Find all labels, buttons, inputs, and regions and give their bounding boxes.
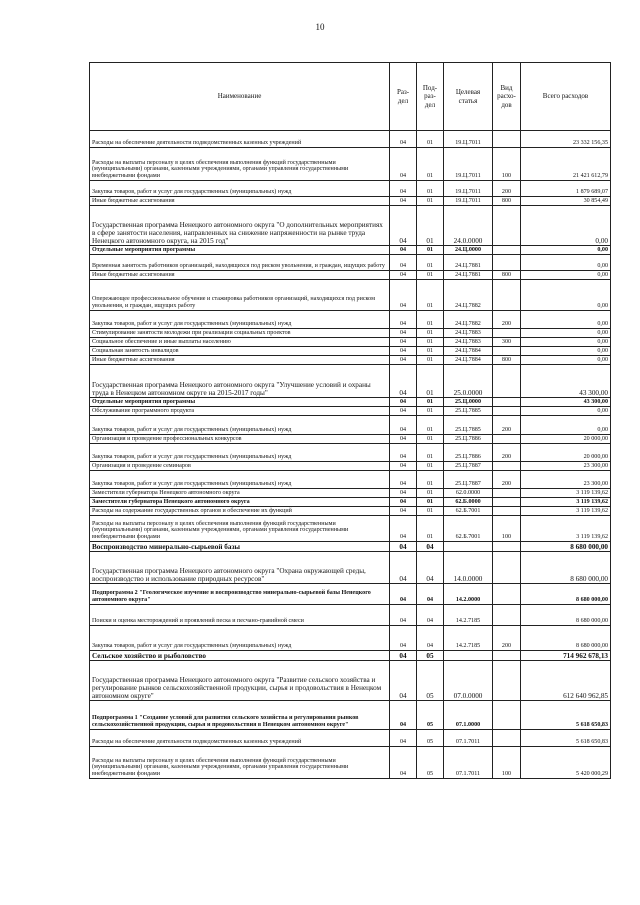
table-row [90, 661, 611, 701]
row-razdel: 04 [390, 584, 417, 605]
row-podrazdel: 01 [417, 347, 444, 356]
row-podrazdel: 01 [417, 507, 444, 516]
row-target-article: 07.1.0000 [444, 701, 493, 730]
row-target-article: 07.0.0000 [444, 661, 493, 701]
row-expense-type [493, 280, 521, 311]
row-razdel: 04 [390, 651, 417, 661]
row-podrazdel: 01 [417, 280, 444, 311]
row-razdel: 04 [390, 246, 417, 255]
row-expense-type: 200 [493, 626, 521, 651]
row-razdel: 04 [390, 131, 417, 148]
table-row [90, 271, 611, 280]
row-total: 5 420 000,29 [521, 747, 611, 779]
row-expense-type [493, 701, 521, 730]
row-total: 23 300,00 [521, 462, 611, 471]
row-target-article: 25.0.0000 [444, 365, 493, 398]
table-row [90, 148, 611, 181]
page-number: 10 [315, 22, 325, 32]
row-total: 23 332 156,35 [521, 131, 611, 148]
row-razdel: 04 [390, 462, 417, 471]
table-row [90, 435, 611, 444]
row-name: Иные бюджетные ассигнования [90, 271, 390, 280]
row-podrazdel: 04 [417, 552, 444, 584]
row-name: Государственная программа Ненецкого автономного округа "Охрана окружающей среды, воспроизводство и использование природных ресурсов" [90, 552, 390, 584]
row-podrazdel: 04 [417, 605, 444, 626]
row-total: 8 680 000,00 [521, 552, 611, 584]
row-expense-type [493, 730, 521, 747]
row-target-article: 19.Ц.7011 [444, 131, 493, 148]
row-total: 0,00 [521, 356, 611, 365]
row-name: Организация и проведение профессиональных конкурсов [90, 435, 390, 444]
row-razdel: 04 [390, 516, 417, 542]
row-expense-type [493, 489, 521, 498]
table-row [90, 471, 611, 489]
row-target-article: 19.Ц.7011 [444, 181, 493, 197]
table-row [90, 701, 611, 730]
row-target-article: 62.Б.7001 [444, 516, 493, 542]
row-target-article: 24.Ц.7882 [444, 311, 493, 329]
row-podrazdel: 01 [417, 338, 444, 347]
row-total: 0,00 [521, 206, 611, 246]
table-header [90, 63, 611, 131]
row-total: 20 000,00 [521, 435, 611, 444]
row-total: 0,00 [521, 271, 611, 280]
row-name: Сельское хозяйство и рыболовство [90, 651, 390, 661]
row-name: Воспроизводство минерально-сырьевой базы [90, 542, 390, 552]
row-podrazdel: 01 [417, 398, 444, 407]
row-target-article: 25.Ц.7887 [444, 471, 493, 489]
row-razdel: 04 [390, 661, 417, 701]
row-razdel: 04 [390, 347, 417, 356]
row-expense-type [493, 246, 521, 255]
table-row [90, 329, 611, 338]
row-podrazdel: 04 [417, 584, 444, 605]
row-razdel: 04 [390, 605, 417, 626]
table-row [90, 651, 611, 661]
row-podrazdel: 01 [417, 516, 444, 542]
table-row [90, 280, 611, 311]
row-name: Отдельные мероприятия программы [90, 246, 390, 255]
row-razdel: 04 [390, 271, 417, 280]
row-total: 5 618 650,83 [521, 730, 611, 747]
row-target-article: 62.Б.0000 [444, 498, 493, 507]
row-name: Закупка товаров, работ и услуг для государственных (муниципальных) нужд [90, 311, 390, 329]
row-name: Опережающее профессиональное обучение и стажировка работников организаций, находящихся под риском увольнения, и граждан, ищущих работу [90, 280, 390, 311]
row-podrazdel: 01 [417, 356, 444, 365]
row-name: Подпрограмма 2 "Геологическое изучение и воспроизводство минерально-сырьевой базы Ненецкого автономного округа" [90, 584, 390, 605]
table-row [90, 197, 611, 206]
row-name: Закупка товаров, работ и услуг для государственных (муниципальных) нужд [90, 471, 390, 489]
row-expense-type: 300 [493, 338, 521, 347]
row-podrazdel: 01 [417, 444, 444, 462]
table-row [90, 730, 611, 747]
row-target-article: 25.Ц.7886 [444, 444, 493, 462]
row-podrazdel: 01 [417, 255, 444, 271]
row-expense-type [493, 329, 521, 338]
row-name: Заместители губернатора Ненецкого автономного округа [90, 498, 390, 507]
row-podrazdel: 05 [417, 747, 444, 779]
table-row [90, 365, 611, 398]
row-expense-type [493, 498, 521, 507]
row-name: Государственная программа Ненецкого автономного округа "Улучшение условий и охраны труда в Ненецком автономном округе на 2015-2017 годы" [90, 365, 390, 398]
row-expense-type [493, 542, 521, 552]
row-expense-type [493, 462, 521, 471]
row-podrazdel: 01 [417, 407, 444, 416]
table-row [90, 498, 611, 507]
row-total: 3 119 139,62 [521, 516, 611, 542]
row-expense-type: 100 [493, 148, 521, 181]
row-name: Временная занятость работников организаций, находящихся под риском увольнения, и граждан, ищущих работу [90, 255, 390, 271]
table-row [90, 552, 611, 584]
row-total: 714 962 678,13 [521, 651, 611, 661]
table-row [90, 542, 611, 552]
table-row [90, 747, 611, 779]
row-total: 30 854,49 [521, 197, 611, 206]
row-podrazdel: 01 [417, 329, 444, 338]
row-expense-type [493, 507, 521, 516]
row-target-article: 25.Ц.0000 [444, 398, 493, 407]
row-expense-type [493, 435, 521, 444]
row-name: Расходы на выплаты персоналу в целях обеспечения выполнения функций государственными (муниципальными) органами, казенными учреждениями, органами управления государственными внебюджетными фондами [90, 516, 390, 542]
row-razdel: 04 [390, 407, 417, 416]
row-expense-type [493, 661, 521, 701]
row-total: 0,00 [521, 255, 611, 271]
table-row [90, 489, 611, 498]
table-row [90, 356, 611, 365]
row-podrazdel: 01 [417, 148, 444, 181]
table-row [90, 605, 611, 626]
row-total: 8 680 000,00 [521, 605, 611, 626]
budget-table [89, 62, 611, 779]
table-row [90, 347, 611, 356]
row-total: 1 879 689,07 [521, 181, 611, 197]
row-target-article: 24.Ц.0000 [444, 246, 493, 255]
row-razdel: 04 [390, 329, 417, 338]
row-expense-type: 200 [493, 444, 521, 462]
row-podrazdel: 01 [417, 246, 444, 255]
header-target-article: Целевая статья [444, 63, 493, 131]
row-name: Расходы на обеспечение деятельности подведомственных казенных учреждений [90, 730, 390, 747]
row-total: 5 618 650,83 [521, 701, 611, 730]
row-razdel: 04 [390, 471, 417, 489]
row-podrazdel: 01 [417, 131, 444, 148]
row-expense-type: 100 [493, 516, 521, 542]
row-total: 21 421 612,79 [521, 148, 611, 181]
table-row [90, 416, 611, 435]
table-row [90, 444, 611, 462]
row-razdel: 04 [390, 542, 417, 552]
table-row [90, 206, 611, 246]
header-razdel: Раз- дел [390, 63, 417, 131]
row-podrazdel: 05 [417, 701, 444, 730]
row-target-article: 24.Ц.7883 [444, 329, 493, 338]
row-target-article: 07.1.7011 [444, 747, 493, 779]
row-total: 8 680 000,00 [521, 542, 611, 552]
table-body [90, 131, 611, 779]
row-name: Расходы на содержание государственных органов и обеспечение их функций [90, 507, 390, 516]
row-razdel: 04 [390, 181, 417, 197]
row-total: 8 680 000,00 [521, 584, 611, 605]
header-podrazdel: Под- раз- дел [417, 63, 444, 131]
row-expense-type: 200 [493, 471, 521, 489]
row-total: 0,00 [521, 246, 611, 255]
row-razdel: 04 [390, 365, 417, 398]
row-name: Расходы на выплаты персоналу в целях обеспечения выполнения функций государственными (муниципальными) органами, казенными учреждениями, органами управления государственными внебюджетными фондами [90, 747, 390, 779]
table-row [90, 584, 611, 605]
table-row [90, 462, 611, 471]
row-total: 0,00 [521, 338, 611, 347]
row-razdel: 04 [390, 701, 417, 730]
table-row [90, 246, 611, 255]
row-expense-type: 800 [493, 197, 521, 206]
row-podrazdel: 01 [417, 471, 444, 489]
row-expense-type: 200 [493, 311, 521, 329]
row-razdel: 04 [390, 552, 417, 584]
row-name: Заместители губернатора Ненецкого автономного округа [90, 489, 390, 498]
row-razdel: 04 [390, 498, 417, 507]
row-razdel: 04 [390, 148, 417, 181]
row-name: Закупка товаров, работ и услуг для государственных (муниципальных) нужд [90, 626, 390, 651]
row-total: 0,00 [521, 407, 611, 416]
row-expense-type: 200 [493, 181, 521, 197]
row-total: 0,00 [521, 311, 611, 329]
row-name: Социальное обеспечение и иные выплаты населению [90, 338, 390, 347]
row-name: Стимулирование занятости молодежи при реализации социальных проектов [90, 329, 390, 338]
row-target-article: 24.Ц.7881 [444, 271, 493, 280]
row-target-article: 24.0.0000 [444, 206, 493, 246]
header-expense-type: Вид расхо- дов [493, 63, 521, 131]
row-podrazdel: 01 [417, 462, 444, 471]
row-expense-type: 200 [493, 416, 521, 435]
row-podrazdel: 05 [417, 651, 444, 661]
row-podrazdel: 01 [417, 435, 444, 444]
row-razdel: 04 [390, 280, 417, 311]
row-target-article: 62.0.0000 [444, 489, 493, 498]
row-name: Подпрограмма 1 "Создание условий для развития сельского хозяйства и регулирования рынков сельскохозяйственной продукции, сырья и продовольствия в Ненецком автономном округе" [90, 701, 390, 730]
row-expense-type: 800 [493, 356, 521, 365]
header-total: Всего расходов [521, 63, 611, 131]
row-name: Отдельные мероприятия программы [90, 398, 390, 407]
header-name: Наименование [90, 63, 390, 131]
row-razdel: 04 [390, 626, 417, 651]
row-podrazdel: 04 [417, 542, 444, 552]
row-expense-type [493, 131, 521, 148]
row-razdel: 04 [390, 255, 417, 271]
row-razdel: 04 [390, 416, 417, 435]
row-name: Иные бюджетные ассигнования [90, 197, 390, 206]
row-expense-type [493, 398, 521, 407]
row-razdel: 04 [390, 507, 417, 516]
row-total: 0,00 [521, 416, 611, 435]
table-row [90, 516, 611, 542]
table-row [90, 311, 611, 329]
row-name: Иные бюджетные ассигнования [90, 356, 390, 365]
row-expense-type: 800 [493, 271, 521, 280]
row-podrazdel: 01 [417, 498, 444, 507]
row-razdel: 04 [390, 398, 417, 407]
row-target-article: 07.1.7011 [444, 730, 493, 747]
row-total: 8 680 000,00 [521, 626, 611, 651]
row-target-article: 25.Ц.7885 [444, 407, 493, 416]
table-row [90, 626, 611, 651]
row-name: Организация и проведение семинаров [90, 462, 390, 471]
row-total: 20 000,00 [521, 444, 611, 462]
row-total: 3 119 139,62 [521, 507, 611, 516]
row-target-article: 24.Ц.7884 [444, 347, 493, 356]
row-expense-type [493, 206, 521, 246]
row-total: 43 300,00 [521, 365, 611, 398]
table-row [90, 255, 611, 271]
table-row [90, 181, 611, 197]
row-target-article [444, 542, 493, 552]
row-total: 0,00 [521, 347, 611, 356]
row-expense-type [493, 584, 521, 605]
row-razdel: 04 [390, 311, 417, 329]
row-razdel: 04 [390, 356, 417, 365]
row-total: 612 640 962,85 [521, 661, 611, 701]
row-target-article: 25.Ц.7886 [444, 435, 493, 444]
row-podrazdel: 01 [417, 197, 444, 206]
row-razdel: 04 [390, 489, 417, 498]
row-name: Поиски и оценка месторождений и проявлений песка и песчано-гравийной смеси [90, 605, 390, 626]
row-target-article: 19.Ц.7011 [444, 148, 493, 181]
row-expense-type [493, 605, 521, 626]
row-target-article: 14.2.0000 [444, 584, 493, 605]
row-target-article: 14.2.7185 [444, 605, 493, 626]
row-podrazdel: 01 [417, 489, 444, 498]
row-razdel: 04 [390, 206, 417, 246]
table-row [90, 338, 611, 347]
row-total: 3 119 139,62 [521, 489, 611, 498]
row-expense-type [493, 552, 521, 584]
row-name: Государственная программа Ненецкого автономного округа "О дополнительных мероприятиях в сфере занятости населения, направленных на снижение напряженности на рынке труда Ненецкого автономного округа, на 2015 год" [90, 206, 390, 246]
row-podrazdel: 01 [417, 416, 444, 435]
row-total: 0,00 [521, 280, 611, 311]
row-expense-type [493, 651, 521, 661]
row-podrazdel: 01 [417, 271, 444, 280]
row-name: Закупка товаров, работ и услуг для государственных (муниципальных) нужд [90, 444, 390, 462]
row-name: Закупка товаров, работ и услуг для государственных (муниципальных) нужд [90, 181, 390, 197]
row-name: Государственная программа Ненецкого автономного округа "Развитие сельского хозяйства и регулирование рынков сельскохозяйственной продукции, сырья и продовольствия в Ненецком автономном округе" [90, 661, 390, 701]
row-target-article: 25.Ц.7885 [444, 416, 493, 435]
row-name: Закупка товаров, работ и услуг для государственных (муниципальных) нужд [90, 416, 390, 435]
row-target-article: 14.0.0000 [444, 552, 493, 584]
row-total: 3 119 139,62 [521, 498, 611, 507]
row-expense-type [493, 255, 521, 271]
row-podrazdel: 04 [417, 626, 444, 651]
row-target-article: 62.Б.7001 [444, 507, 493, 516]
row-name: Расходы на обеспечение деятельности подведомственных казенных учреждений [90, 131, 390, 148]
row-podrazdel: 01 [417, 365, 444, 398]
row-razdel: 04 [390, 444, 417, 462]
row-podrazdel: 01 [417, 181, 444, 197]
row-name: Социальная занятость инвалидов [90, 347, 390, 356]
row-expense-type [493, 347, 521, 356]
row-name: Обслуживание программного продукта [90, 407, 390, 416]
row-total: 43 300,00 [521, 398, 611, 407]
table-row [90, 131, 611, 148]
row-target-article: 24.Ц.7881 [444, 255, 493, 271]
table-row [90, 398, 611, 407]
row-target-article: 24.Ц.7883 [444, 338, 493, 347]
row-podrazdel: 01 [417, 206, 444, 246]
row-target-article: 14.2.7185 [444, 626, 493, 651]
row-name: Расходы на выплаты персоналу в целях обеспечения выполнения функций государственными (муниципальными) органами, казенными учреждениями, органами управления государственными внебюджетными фондами [90, 148, 390, 181]
row-razdel: 04 [390, 197, 417, 206]
row-target-article: 24.Ц.7882 [444, 280, 493, 311]
row-podrazdel: 05 [417, 730, 444, 747]
row-total: 0,00 [521, 329, 611, 338]
row-expense-type: 100 [493, 747, 521, 779]
row-expense-type [493, 407, 521, 416]
row-total: 23 300,00 [521, 471, 611, 489]
row-razdel: 04 [390, 435, 417, 444]
row-target-article: 19.Ц.7011 [444, 197, 493, 206]
row-target-article: 25.Ц.7887 [444, 462, 493, 471]
row-razdel: 04 [390, 747, 417, 779]
row-target-article [444, 651, 493, 661]
row-razdel: 04 [390, 338, 417, 347]
row-target-article: 24.Ц.7884 [444, 356, 493, 365]
row-razdel: 04 [390, 730, 417, 747]
table-row [90, 407, 611, 416]
row-podrazdel: 01 [417, 311, 444, 329]
table-row [90, 507, 611, 516]
row-expense-type [493, 365, 521, 398]
row-podrazdel: 05 [417, 661, 444, 701]
